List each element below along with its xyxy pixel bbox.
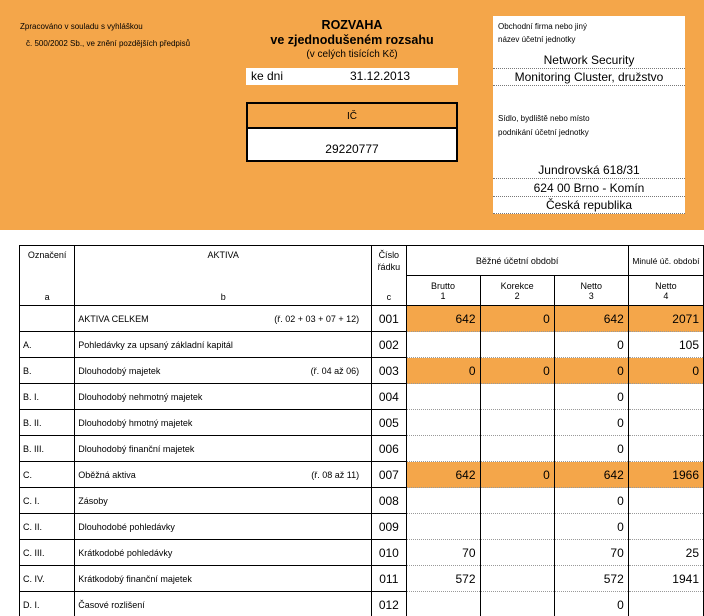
address-line-1[interactable]: Jundrovská 618/31 (493, 162, 685, 179)
row-code: 008 (372, 488, 406, 514)
cell-korekce[interactable] (480, 592, 554, 616)
table-row (20, 410, 704, 436)
row-code: 005 (372, 410, 406, 436)
header-netto (554, 276, 628, 306)
row-label-text: Dlouhodobý hmotný majetek (78, 417, 193, 428)
page-subtitle: ve zjednodušeném rozsahu (270, 33, 434, 47)
table-row (20, 384, 704, 410)
row-formula: (ř. 04 až 06) (310, 365, 360, 376)
row-label (75, 306, 372, 332)
cell-korekce[interactable] (480, 514, 554, 540)
cell-korekce[interactable] (480, 540, 554, 566)
netto-prev-label: Netto (655, 280, 677, 291)
cell-netto[interactable]: 0 (554, 488, 628, 514)
korekce-num: 2 (514, 290, 520, 301)
cell-prev[interactable]: 105 (628, 332, 703, 358)
row-mark: C. (20, 462, 75, 488)
row-code: 009 (372, 514, 406, 540)
cell-prev[interactable]: 0 (628, 358, 703, 384)
row-mark: C. II. (20, 514, 75, 540)
cell-brutto[interactable]: 572 (406, 566, 480, 592)
cell-netto[interactable]: 0 (554, 410, 628, 436)
date-field[interactable] (246, 68, 458, 85)
cell-brutto[interactable]: 642 (406, 306, 480, 332)
table-row (20, 332, 704, 358)
header-korekce (480, 276, 554, 306)
cell-netto[interactable]: 642 (554, 462, 628, 488)
col-aktiva: AKTIVA (207, 250, 239, 260)
row-label (75, 566, 372, 592)
cell-brutto[interactable]: 642 (406, 462, 480, 488)
row-mark: B. III. (20, 436, 75, 462)
netto-prev-num: 4 (663, 290, 669, 301)
cell-korekce[interactable] (480, 332, 554, 358)
netto-label: Netto (580, 280, 603, 291)
cell-netto[interactable]: 0 (554, 436, 628, 462)
cell-brutto[interactable]: 70 (406, 540, 480, 566)
cell-netto[interactable]: 572 (554, 566, 628, 592)
cell-korekce[interactable]: 0 (480, 306, 554, 332)
ic-box (246, 102, 458, 162)
cell-prev[interactable] (628, 488, 703, 514)
cell-prev[interactable]: 1966 (628, 462, 703, 488)
row-code: 004 (372, 384, 406, 410)
row-code: 010 (372, 540, 406, 566)
row-label-text: Oběžná aktiva (78, 469, 136, 480)
firm-note-1: Obchodní firma nebo jiný (498, 22, 587, 31)
table-row (20, 358, 704, 384)
cell-netto[interactable]: 0 (554, 514, 628, 540)
sub-b: b (220, 292, 226, 302)
netto-num: 3 (588, 290, 594, 301)
header-cislo (372, 246, 406, 306)
row-code: 012 (372, 592, 406, 616)
cell-prev[interactable]: 25 (628, 540, 703, 566)
cell-korekce[interactable] (480, 410, 554, 436)
row-label (75, 514, 372, 540)
seat-note-2: podnikání účetní jednotky (498, 128, 589, 137)
row-label-text: Krátkodobé pohledávky (78, 547, 173, 558)
row-code: 011 (372, 566, 406, 592)
row-code: 007 (372, 462, 406, 488)
row-mark: B. II. (20, 410, 75, 436)
cell-brutto[interactable]: 0 (406, 358, 480, 384)
row-label-text: Dlouhodobý majetek (78, 365, 161, 376)
units-note: (v celých tisících Kč) (306, 49, 398, 60)
cell-prev[interactable] (628, 592, 703, 616)
date-value: 31.12.2013 (350, 69, 411, 83)
cell-brutto[interactable] (406, 488, 480, 514)
row-label (75, 540, 372, 566)
row-label (75, 384, 372, 410)
row-label-text: Zásoby (78, 495, 108, 506)
cell-brutto[interactable] (406, 332, 480, 358)
row-label-text: Časové rozlišení (78, 599, 145, 610)
row-mark: A. (20, 332, 75, 358)
col-cislo-2: řádku (377, 262, 401, 272)
row-label-text: Dlouhodobý finanční majetek (78, 443, 195, 454)
row-mark: B. (20, 358, 75, 384)
row-mark (20, 306, 75, 332)
ic-value[interactable]: 29220777 (248, 129, 456, 160)
row-label (75, 410, 372, 436)
table-row (20, 462, 704, 488)
cell-prev[interactable] (628, 410, 703, 436)
cell-netto[interactable]: 0 (554, 384, 628, 410)
table-row (20, 514, 704, 540)
cell-brutto[interactable] (406, 436, 480, 462)
row-label (75, 462, 372, 488)
row-code: 006 (372, 436, 406, 462)
row-code: 001 (372, 306, 406, 332)
cell-brutto[interactable] (406, 410, 480, 436)
seat-note-1: Sídlo, bydliště nebo místo (498, 114, 590, 123)
cell-prev[interactable]: 1941 (628, 566, 703, 592)
table-row (20, 592, 704, 616)
row-label (75, 358, 372, 384)
cell-korekce[interactable] (480, 566, 554, 592)
cell-netto[interactable]: 0 (554, 332, 628, 358)
address-line-3[interactable]: Česká republika (493, 197, 685, 214)
row-mark: D. I. (20, 592, 75, 616)
cell-brutto[interactable] (406, 384, 480, 410)
cell-prev[interactable] (628, 514, 703, 540)
firm-box (493, 16, 685, 214)
firm-name-line-1[interactable]: Network Security (493, 52, 685, 69)
cell-brutto[interactable] (406, 514, 480, 540)
row-mark: C. IV. (20, 566, 75, 592)
brutto-label: Brutto (431, 280, 456, 291)
header-aktiva (75, 246, 372, 306)
korekce-label: Korekce (500, 280, 534, 291)
row-label-text: AKTIVA CELKEM (78, 313, 149, 324)
cell-brutto[interactable] (406, 592, 480, 616)
col-cislo-1: Číslo (378, 250, 400, 260)
cell-prev[interactable]: 2071 (628, 306, 703, 332)
page-title: ROZVAHA (321, 18, 383, 32)
row-label-text: Krátkodobý finanční majetek (78, 573, 192, 584)
legal-note (20, 18, 190, 52)
table-row (20, 540, 704, 566)
row-mark: C. III. (20, 540, 75, 566)
row-code: 003 (372, 358, 406, 384)
cell-prev[interactable] (628, 384, 703, 410)
ic-label: IČ (248, 104, 456, 129)
row-mark: B. I. (20, 384, 75, 410)
row-mark: C. I. (20, 488, 75, 514)
table-row (20, 436, 704, 462)
legal-line-2: č. 500/2002 Sb., ve znění pozdějších předpisů (26, 39, 191, 48)
row-label-text: Pohledávky za upsaný základní kapitál (78, 339, 233, 350)
row-label-text: Dlouhodobé pohledávky (78, 521, 175, 532)
cell-korekce[interactable] (480, 384, 554, 410)
firm-name-line-2[interactable]: Monitoring Cluster, družstvo (493, 69, 685, 86)
row-label-text: Dlouhodobý nehmotný majetek (78, 391, 203, 402)
balance-sheet-table (19, 245, 704, 616)
header-netto-prev (628, 276, 703, 306)
row-label (75, 436, 372, 462)
sub-c: c (386, 292, 392, 302)
brutto-num: 1 (440, 290, 446, 301)
cell-korekce[interactable]: 0 (480, 358, 554, 384)
row-label (75, 488, 372, 514)
row-label (75, 592, 372, 616)
title-block (246, 18, 458, 62)
table-row (20, 488, 704, 514)
table-row (20, 306, 704, 332)
header-oznaceni (20, 246, 75, 306)
row-formula: (ř. 08 až 11) (311, 469, 360, 480)
row-formula: (ř. 02 + 03 + 07 + 12) (274, 313, 360, 324)
col-minule: Minulé úč. období (628, 246, 703, 276)
row-label (75, 332, 372, 358)
table-row (20, 566, 704, 592)
sub-a: a (44, 292, 50, 302)
col-oznaceni: Označení (27, 250, 67, 260)
cell-korekce[interactable] (480, 436, 554, 462)
cell-korekce[interactable] (480, 488, 554, 514)
date-label: ke dni (251, 69, 284, 83)
cell-netto[interactable]: 0 (554, 358, 628, 384)
row-code: 002 (372, 332, 406, 358)
cell-netto[interactable]: 642 (554, 306, 628, 332)
header-brutto (406, 276, 480, 306)
firm-note-2: název účetní jednotky (498, 35, 576, 44)
header-band (0, 0, 704, 230)
col-bezne: Běžné účetní období (406, 246, 628, 276)
cell-netto[interactable]: 70 (554, 540, 628, 566)
cell-prev[interactable] (628, 436, 703, 462)
address-line-2[interactable]: 624 00 Brno - Komín (493, 180, 685, 197)
legal-line-1: Zpracováno v souladu s vyhláškou (20, 22, 143, 31)
cell-netto[interactable]: 0 (554, 592, 628, 616)
cell-korekce[interactable]: 0 (480, 462, 554, 488)
